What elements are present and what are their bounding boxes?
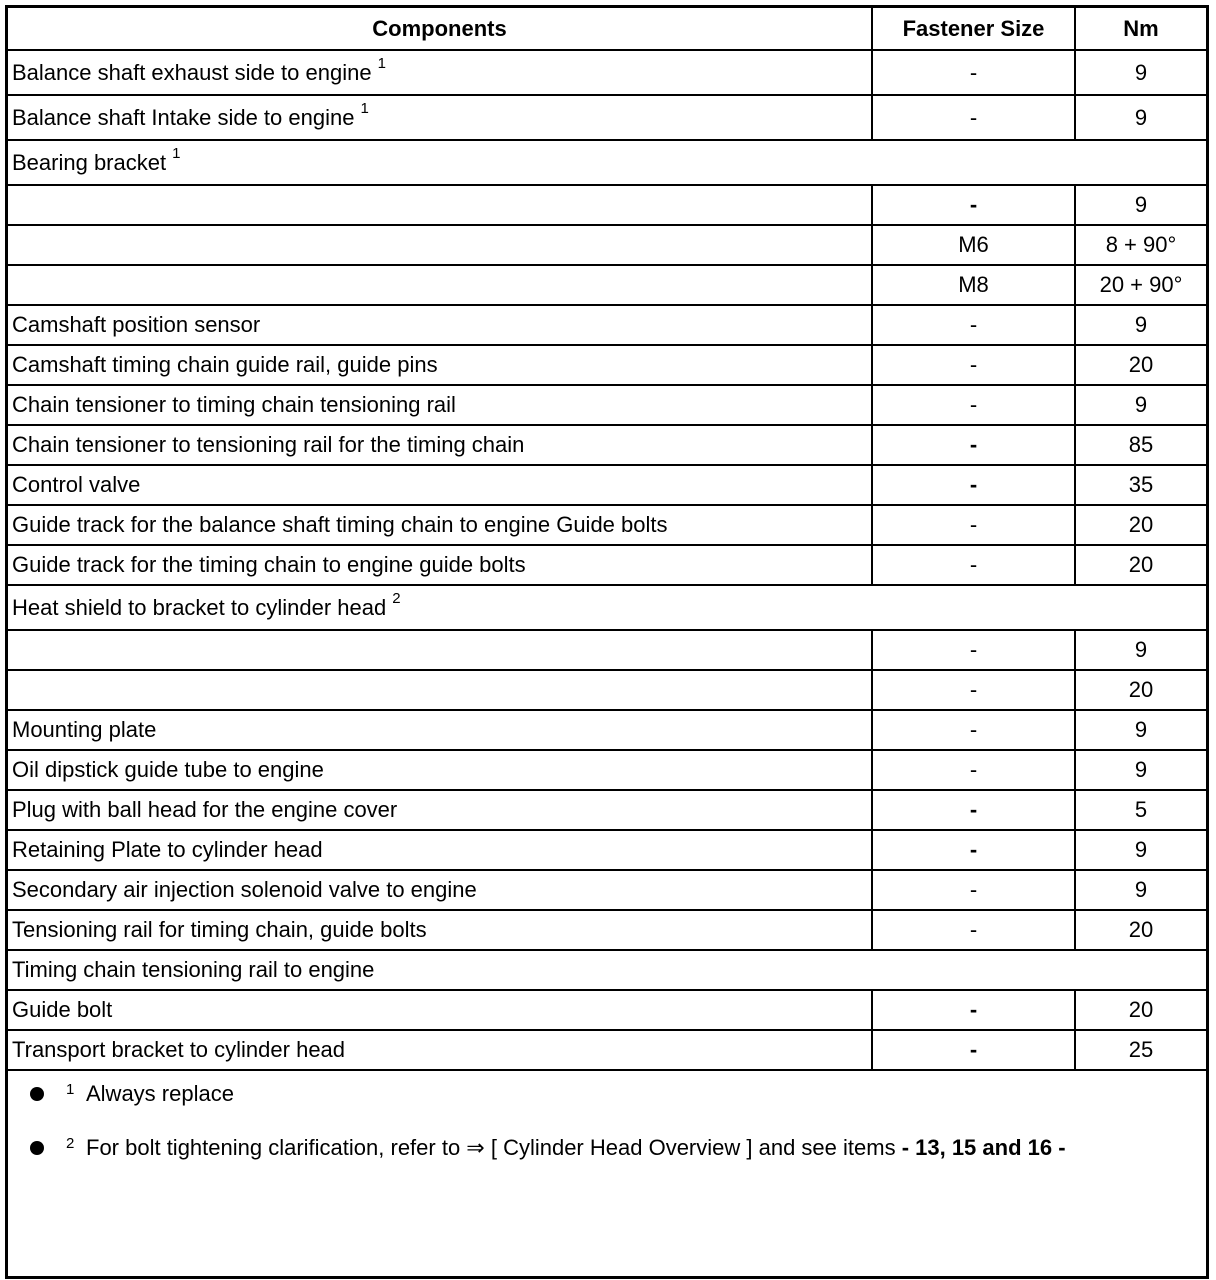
fastener-size-cell: - (872, 710, 1075, 750)
table-group-row (8, 585, 1206, 630)
torque-nm-cell: 85 (1075, 425, 1206, 465)
component-cell (8, 50, 872, 95)
torque-nm-cell: 5 (1075, 790, 1206, 830)
component-text: Plug with ball head for the engine cover (12, 797, 398, 822)
torque-nm-cell: 20 + 90° (1075, 265, 1206, 305)
header-nm: Nm (1075, 8, 1206, 50)
component-text: Oil dipstick guide tube to engine (12, 757, 324, 782)
component-cell (8, 585, 1206, 630)
fastener-size-cell: - (872, 505, 1075, 545)
table-row (8, 185, 1206, 225)
table-row (8, 990, 1206, 1030)
component-cell (8, 265, 872, 305)
torque-nm-cell: 20 (1075, 670, 1206, 710)
torque-nm-cell: 9 (1075, 50, 1206, 95)
component-text: Timing chain tensioning rail to engine (12, 957, 375, 982)
table-row (8, 385, 1206, 425)
component-text: Balance shaft exhaust side to engine (12, 59, 372, 85)
component-text: Bearing bracket (12, 149, 167, 175)
footnote-text: Always replace (86, 1081, 234, 1106)
torque-nm-cell: 9 (1075, 95, 1206, 140)
torque-nm-cell: 8 + 90° (1075, 225, 1206, 265)
torque-spec-document (5, 5, 1209, 1279)
fastener-size-cell: - (872, 425, 1075, 465)
torque-nm-cell: 25 (1075, 1030, 1206, 1070)
footnotes (8, 1071, 1206, 1161)
fastener-size-cell: - (872, 385, 1075, 425)
torque-nm-cell: 9 (1075, 185, 1206, 225)
component-cell (8, 750, 872, 790)
table-row (8, 790, 1206, 830)
component-text: Chain tensioner to tensioning rail for the timing chain (12, 432, 525, 457)
component-text: Guide track for the timing chain to engine guide bolts (12, 552, 526, 577)
component-cell (8, 670, 872, 710)
table-row (8, 545, 1206, 585)
footnote-mark: 2 (66, 1135, 75, 1152)
header-components: Components (8, 8, 872, 50)
component-cell (8, 950, 1206, 990)
component-cell (8, 140, 1206, 185)
footnote-2 (8, 1135, 1206, 1161)
component-text: Guide bolt (12, 997, 113, 1022)
table-group-row (8, 140, 1206, 185)
component-text: Control valve (12, 472, 141, 497)
torque-nm-cell: 9 (1075, 830, 1206, 870)
fastener-size-cell: - (872, 95, 1075, 140)
table-row (8, 305, 1206, 345)
fastener-size-cell: - (872, 465, 1075, 505)
torque-nm-cell: 20 (1075, 545, 1206, 585)
fastener-size-cell: - (872, 630, 1075, 670)
fastener-size-cell: - (872, 750, 1075, 790)
table-row (8, 465, 1206, 505)
table-body (8, 50, 1206, 1070)
component-text: Heat shield to bracket to cylinder head (12, 594, 387, 620)
torque-nm-cell: 9 (1075, 750, 1206, 790)
footnote-reference: 1 (360, 100, 369, 118)
component-text: Mounting plate (12, 717, 157, 742)
fastener-size-cell: - (872, 50, 1075, 95)
component-text: Guide track for the balance shaft timing chain to engine Guide bolts (12, 512, 668, 537)
torque-nm-cell: 20 (1075, 910, 1206, 950)
table-row (8, 1030, 1206, 1070)
fastener-size-cell: - (872, 305, 1075, 345)
component-cell (8, 505, 872, 545)
fastener-size-cell: - (872, 790, 1075, 830)
component-cell (8, 630, 872, 670)
component-cell (8, 185, 872, 225)
component-cell (8, 305, 872, 345)
component-text: Chain tensioner to timing chain tensioning rail (12, 392, 456, 417)
fastener-size-cell: - (872, 545, 1075, 585)
table-row (8, 910, 1206, 950)
fastener-size-cell: - (872, 990, 1075, 1030)
fastener-size-cell: - (872, 185, 1075, 225)
table-group-row (8, 950, 1206, 990)
component-text: Balance shaft Intake side to engine (12, 104, 355, 130)
table-row (8, 425, 1206, 465)
torque-nm-cell: 20 (1075, 990, 1206, 1030)
footnote-reference: 1 (172, 145, 181, 163)
fastener-size-cell: M6 (872, 225, 1075, 265)
fastener-size-cell: M8 (872, 265, 1075, 305)
component-cell (8, 425, 872, 465)
component-text: Transport bracket to cylinder head (12, 1037, 346, 1062)
table-row (8, 95, 1206, 140)
component-text: Secondary air injection solenoid valve to engine (12, 877, 477, 902)
torque-nm-cell: 9 (1075, 305, 1206, 345)
bullet-icon (30, 1141, 44, 1155)
torque-nm-cell: 9 (1075, 710, 1206, 750)
table-row (8, 870, 1206, 910)
fastener-size-cell: - (872, 670, 1075, 710)
torque-nm-cell: 9 (1075, 630, 1206, 670)
table-row (8, 345, 1206, 385)
fastener-size-cell: - (872, 830, 1075, 870)
component-cell (8, 1030, 872, 1070)
component-cell (8, 910, 872, 950)
component-cell (8, 830, 872, 870)
header-fastener-size: Fastener Size (872, 8, 1075, 50)
footnote-reference: 2 (392, 590, 401, 608)
torque-nm-cell: 35 (1075, 465, 1206, 505)
component-cell (8, 990, 872, 1030)
fastener-size-cell: - (872, 910, 1075, 950)
table-row (8, 710, 1206, 750)
component-cell (8, 385, 872, 425)
component-cell (8, 345, 872, 385)
torque-nm-cell: 20 (1075, 505, 1206, 545)
component-text: Camshaft timing chain guide rail, guide pins (12, 352, 438, 377)
table-header-row (8, 8, 1206, 50)
fastener-size-cell: - (872, 870, 1075, 910)
component-cell (8, 225, 872, 265)
component-cell (8, 870, 872, 910)
table-row (8, 830, 1206, 870)
component-text: Camshaft position sensor (12, 312, 261, 337)
footnote-1 (8, 1081, 1206, 1107)
torque-spec-table (8, 8, 1206, 1071)
torque-nm-cell: 9 (1075, 385, 1206, 425)
table-row (8, 670, 1206, 710)
component-cell (8, 710, 872, 750)
table-row (8, 630, 1206, 670)
bullet-icon (30, 1087, 44, 1101)
component-text: Tensioning rail for timing chain, guide bolts (12, 917, 427, 942)
component-text: Retaining Plate to cylinder head (12, 837, 323, 862)
table-row (8, 225, 1206, 265)
footnote-reference: 1 (377, 55, 386, 73)
torque-nm-cell: 20 (1075, 345, 1206, 385)
component-cell (8, 790, 872, 830)
component-cell (8, 545, 872, 585)
component-cell (8, 95, 872, 140)
fastener-size-cell: - (872, 1030, 1075, 1070)
table-row (8, 750, 1206, 790)
table-row (8, 505, 1206, 545)
table-row (8, 50, 1206, 95)
table-row (8, 265, 1206, 305)
footnote-mark: 1 (66, 1081, 75, 1098)
torque-nm-cell: 9 (1075, 870, 1206, 910)
footnote-text: For bolt tightening clarification, refer to ⇒ [ Cylinder Head Overview ] and see items (86, 1135, 902, 1160)
footnote-item-reference: - 13, 15 and 16 - (901, 1135, 1066, 1160)
fastener-size-cell: - (872, 345, 1075, 385)
component-cell (8, 465, 872, 505)
